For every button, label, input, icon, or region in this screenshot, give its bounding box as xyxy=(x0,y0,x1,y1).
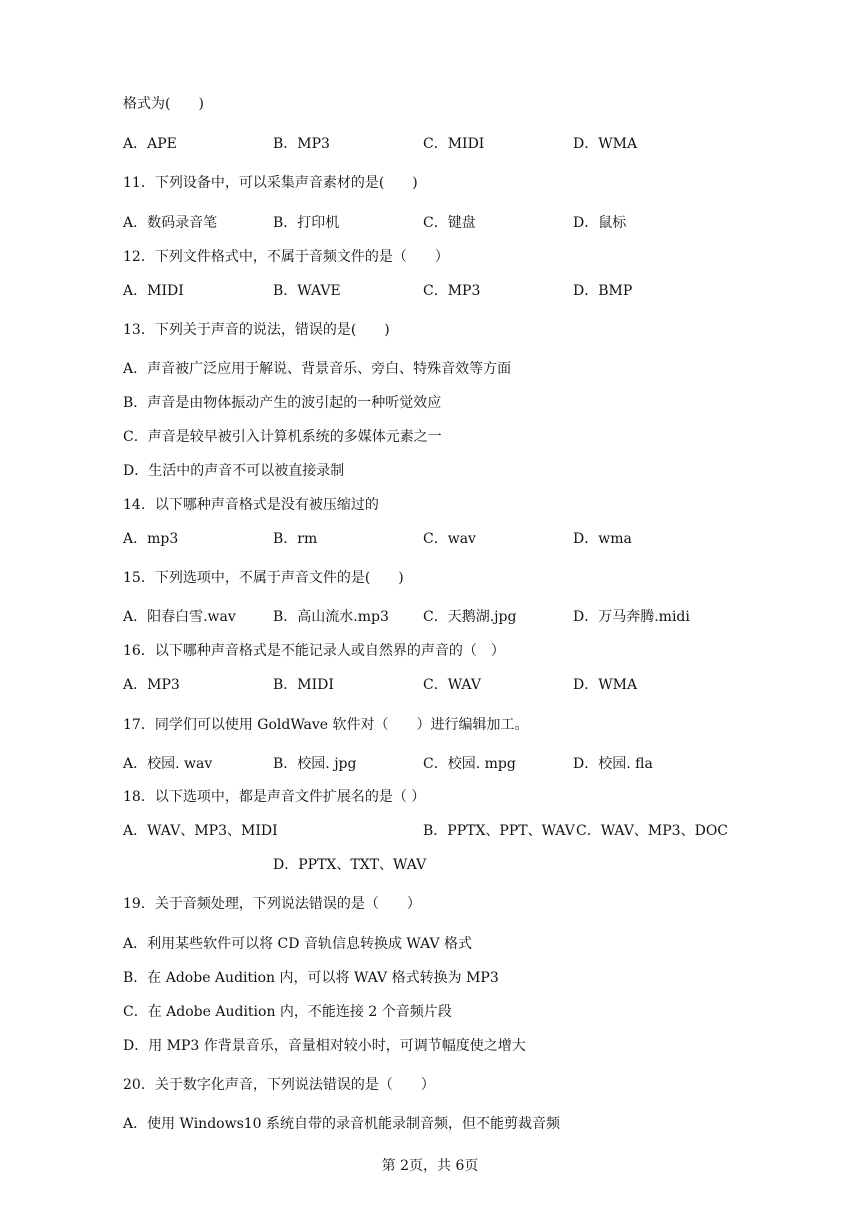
page-number-footer: 第 2页，共 6页 xyxy=(381,1158,479,1174)
question-11-stem: 11．下列设备中，可以采集声音素材的是( ) xyxy=(123,175,418,191)
question-12-option-d: D．BMP xyxy=(573,283,633,299)
question-18-option-b: B．PPTX、PPT、WAV xyxy=(423,823,575,839)
question-18-stem: 18．以下选项中，都是声音文件扩展名的是（ ） xyxy=(123,789,426,805)
question-17-stem: 17．同学们可以使用 GoldWave 软件对（ ）进行编辑加工。 xyxy=(123,717,529,733)
question-13-option-c: C．声音是较早被引入计算机系统的多媒体元素之一 xyxy=(123,429,442,445)
question-19-option-c: C．在 Adobe Audition 内，不能连接 2 个音频片段 xyxy=(123,1004,452,1020)
question-11-option-a: A．数码录音笔 xyxy=(123,215,218,231)
question-16-option-d: D．WMA xyxy=(573,677,638,693)
question-20-option-a: A．使用 Windows10 系统自带的录音机能录制音频，但不能剪裁音频 xyxy=(123,1116,561,1132)
question-13-option-d: D．生活中的声音不可以被直接录制 xyxy=(123,463,345,479)
question-19-stem: 19．关于音频处理，下列说法错误的是（ ） xyxy=(123,896,421,912)
question-17-option-d: D．校园. fla xyxy=(573,756,653,772)
question-14-option-d: D．wma xyxy=(573,531,632,547)
question-15-option-a: A．阳春白雪.wav xyxy=(123,609,236,625)
question-16-option-b: B．MIDI xyxy=(273,677,334,693)
question-12-option-c: C．MP3 xyxy=(423,283,481,299)
question-16-option-c: C．WAV xyxy=(423,677,481,693)
question-10-stem: 格式为( ) xyxy=(123,96,204,112)
question-10-option-b: B．MP3 xyxy=(273,136,330,152)
question-19-option-b: B．在 Adobe Audition 内，可以将 WAV 格式转换为 MP3 xyxy=(123,970,499,986)
question-10-option-d: D．WMA xyxy=(573,136,638,152)
question-12-option-a: A．MIDI xyxy=(123,283,184,299)
question-15-option-d: D．万马奔腾.midi xyxy=(573,609,690,625)
question-19-option-a: A．利用某些软件可以将 CD 音轨信息转换成 WAV 格式 xyxy=(123,936,473,952)
question-17-option-c: C．校园. mpg xyxy=(423,756,516,772)
question-11-option-b: B．打印机 xyxy=(273,215,340,231)
question-10-option-a: A．APE xyxy=(123,136,177,152)
question-12-stem: 12．下列文件格式中，不属于音频文件的是（ ） xyxy=(123,249,449,265)
question-11-option-d: D．鼠标 xyxy=(573,215,627,231)
question-15-option-c: C．天鹅湖.jpg xyxy=(423,609,517,625)
question-16-option-a: A．MP3 xyxy=(123,677,180,693)
question-17-option-b: B．校园. jpg xyxy=(273,756,357,772)
question-16-stem: 16．以下哪种声音格式是不能记录人或自然界的声音的（ ） xyxy=(123,643,505,659)
question-13-option-b: B．声音是由物体振动产生的波引起的一种听觉效应 xyxy=(123,395,442,411)
question-11-option-c: C．键盘 xyxy=(423,215,476,231)
question-19-option-d: D．用 MP3 作背景音乐，音量相对较小时，可调节幅度使之增大 xyxy=(123,1038,526,1054)
question-10-option-c: C．MIDI xyxy=(423,136,485,152)
question-17-option-a: A．校园. wav xyxy=(123,756,213,772)
question-14-option-a: A．mp3 xyxy=(123,531,179,547)
question-15-stem: 15．下列选项中，不属于声音文件的是( ) xyxy=(123,570,404,586)
question-20-stem: 20．关于数字化声音，下列说法错误的是（ ） xyxy=(123,1077,435,1093)
question-15-option-b: B．高山流水.mp3 xyxy=(273,609,389,625)
question-14-stem: 14．以下哪种声音格式是没有被压缩过的 xyxy=(123,497,379,513)
question-13-stem: 13．下列关于声音的说法，错误的是( ) xyxy=(123,322,390,338)
question-14-option-b: B．rm xyxy=(273,531,318,547)
question-13-option-a: A．声音被广泛应用于解说、背景音乐、旁白、特殊音效等方面 xyxy=(123,361,512,377)
question-18-option-c: C．WAV、MP3、DOC xyxy=(576,823,729,839)
question-12-option-b: B．WAVE xyxy=(273,283,341,299)
question-14-option-c: C．wav xyxy=(423,531,476,547)
question-18-option-a: A．WAV、MP3、MIDI xyxy=(123,823,278,839)
question-18-option-d: D．PPTX、TXT、WAV xyxy=(273,857,427,873)
